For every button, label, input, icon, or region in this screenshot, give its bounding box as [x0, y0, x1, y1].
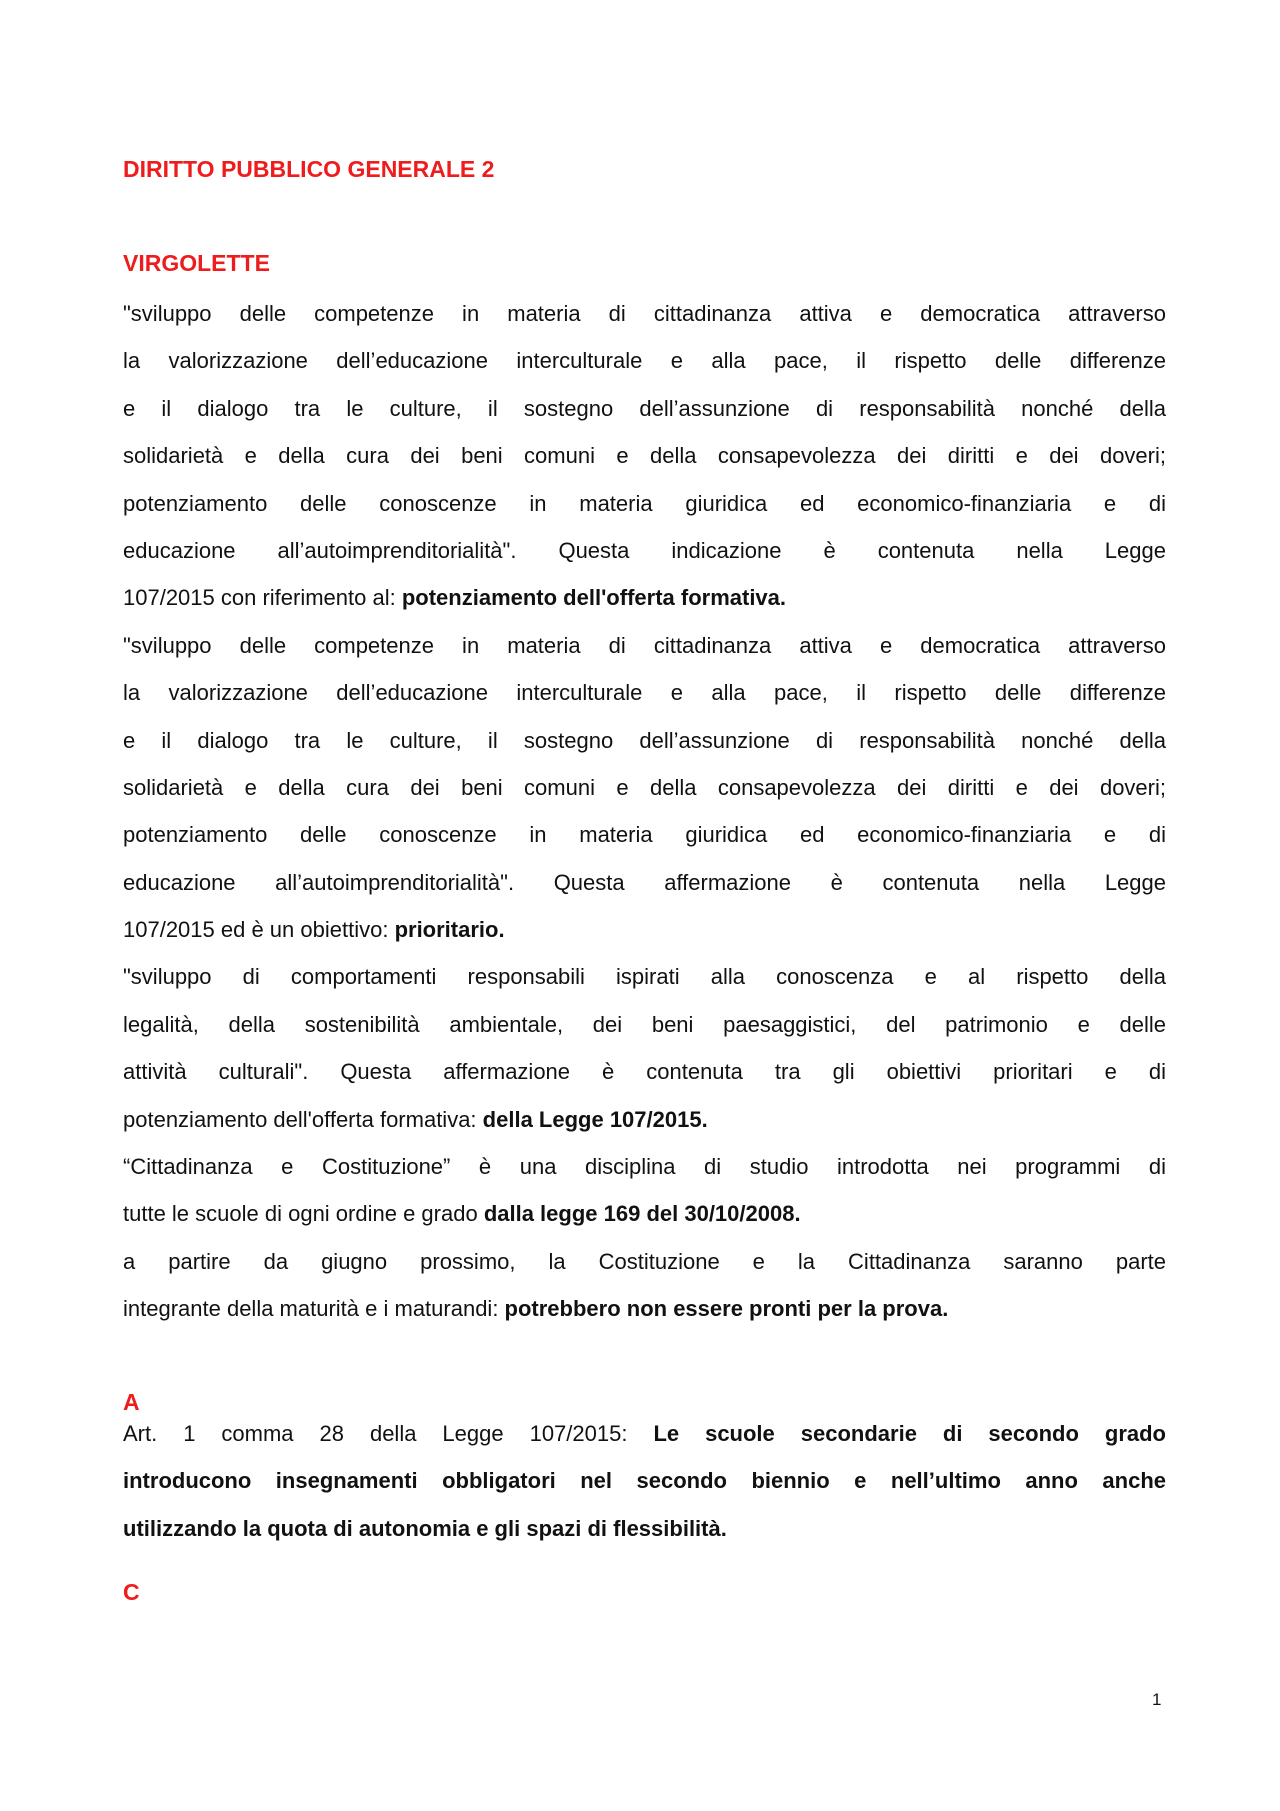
text-line: [123, 1190, 1166, 1237]
text-segment: e il dialogo tra le culture, il sostegno dell’assunzione di responsabilità nonché della: [123, 395, 1166, 421]
text-line: [123, 1048, 1166, 1095]
text-segment: tutte le scuole di ogni ordine e grado: [123, 1201, 484, 1227]
bold-answer: utilizzando la quota di autonomia e gli spazi di flessibilità.: [123, 1515, 727, 1541]
text-line: [123, 1457, 1166, 1504]
text-segment: "sviluppo di comportamenti responsabili ispirati alla conoscenza e al rispetto della: [123, 964, 1166, 990]
text-segment: potenziamento delle conoscenze in materia giuridica ed economico-finanziaria e di: [123, 822, 1166, 848]
bold-answer: potrebbero non essere pronti per la prova.: [504, 1296, 949, 1322]
section-heading-c: C: [123, 1579, 140, 1605]
text-segment: "sviluppo delle competenze in materia di cittadinanza attiva e democratica attraverso: [123, 632, 1166, 658]
text-segment: la valorizzazione dell’educazione interculturale e alla pace, il rispetto delle differenze: [123, 348, 1166, 374]
text-line: [123, 337, 1166, 384]
text-line: [123, 574, 1166, 621]
text-segment: e il dialogo tra le culture, il sostegno dell’assunzione di responsabilità nonché della: [123, 727, 1166, 753]
bold-answer: dalla legge 169 del 30/10/2008.: [483, 1201, 801, 1227]
text-segment: attività culturali". Questa affermazione è contenuta tra gli obiettivi prioritari e di: [123, 1059, 1166, 1085]
text-line: [123, 1001, 1166, 1048]
text-line: [123, 906, 1166, 953]
text-segment: educazione all’autoimprenditorialità". Questa affermazione è contenuta nella Legge: [123, 869, 1166, 895]
text-segment: 107/2015 ed è un obiettivo:: [123, 917, 395, 943]
text-line: [123, 1285, 1166, 1332]
section-a-body: [123, 1410, 1166, 1552]
text-line: [123, 1238, 1166, 1285]
text-segment: a partire da giugno prossimo, la Costituzione e la Cittadinanza saranno parte: [123, 1248, 1166, 1274]
bold-answer: introducono insegnamenti obbligatori nel secondo biennio e nell’ultimo anno anche: [123, 1468, 1166, 1494]
text-line: [123, 1096, 1166, 1143]
bold-answer: Le scuole secondarie di secondo grado: [653, 1421, 1166, 1446]
bold-answer: prioritario.: [394, 917, 505, 943]
text-segment: potenziamento delle conoscenze in materia giuridica ed economico-finanziaria e di: [123, 490, 1166, 516]
page-number: 1: [1152, 1690, 1162, 1709]
section-heading-virgolette: VIRGOLETTE: [123, 250, 270, 276]
text-line: [123, 859, 1166, 906]
text-line: [123, 953, 1166, 1000]
text-segment: integrante della maturità e i maturandi:: [123, 1296, 505, 1322]
text-line: [123, 527, 1166, 574]
text-line: [123, 385, 1166, 432]
text-line: [123, 480, 1166, 527]
text-segment: potenziamento dell'offerta formativa:: [123, 1106, 483, 1132]
text-segment: “Cittadinanza e Costituzione” è una disciplina di studio introdotta nei programmi di: [123, 1154, 1166, 1180]
text-segment: "sviluppo delle competenze in materia di cittadinanza attiva e democratica attraverso: [123, 301, 1166, 326]
text-segment: Art. 1 comma 28 della Legge 107/2015:: [123, 1421, 654, 1446]
text-segment: 107/2015 con riferimento al:: [123, 585, 402, 611]
document-title: DIRITTO PUBBLICO GENERALE 2: [123, 156, 495, 182]
text-line: [123, 432, 1166, 479]
section-heading-a: A: [123, 1389, 140, 1415]
text-segment: educazione all’autoimprenditorialità". Questa indicazione è contenuta nella Legge: [123, 537, 1166, 563]
text-segment: solidarietà e della cura dei beni comuni e della consapevolezza dei diritti e dei doveri;: [123, 443, 1166, 469]
text-segment: la valorizzazione dell’educazione interculturale e alla pace, il rispetto delle differenze: [123, 680, 1166, 706]
text-line: [123, 290, 1166, 337]
text-line: [123, 1410, 1166, 1457]
text-line: [123, 717, 1166, 764]
text-line: [123, 1505, 1166, 1552]
text-line: [123, 764, 1166, 811]
text-line: [123, 622, 1166, 669]
virgolette-body: [123, 290, 1166, 1333]
text-segment: legalità, della sostenibilità ambientale, dei beni paesaggistici, del patrimonio e delle: [123, 1011, 1166, 1037]
text-line: [123, 669, 1166, 716]
text-line: [123, 1143, 1166, 1190]
bold-answer: potenziamento dell'offerta formativa.: [401, 585, 787, 611]
text-line: [123, 811, 1166, 858]
bold-answer: della Legge 107/2015.: [482, 1106, 708, 1132]
text-segment: solidarietà e della cura dei beni comuni e della consapevolezza dei diritti e dei doveri;: [123, 774, 1166, 800]
